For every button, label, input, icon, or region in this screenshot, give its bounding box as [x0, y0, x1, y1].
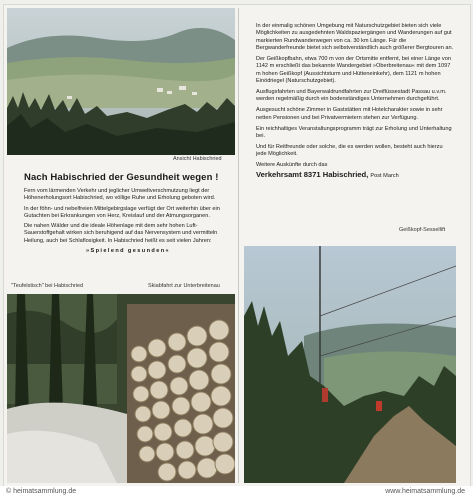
chairlift-photo: [244, 246, 456, 483]
left-headline: Nach Habischried der Gesundheit wegen !: [24, 172, 219, 183]
left-text-block: [10, 172, 232, 294]
landscape-photo-image: [7, 8, 235, 155]
left-paragraph-1: Fern vom lärmenden Verkehr und jeglicher Umweltverschmutzung liegt der Höhenerholungsort Habischried, wo völlige Ruhe und Erholung geboten wird.: [24, 188, 216, 202]
right-paragraph-4: Ausgesucht schöne Zimmer in Gaststätten mit Hotelcharakter sowie in sehr netten Pensionen und bei Privatvermietern stehen zur Verfügung.: [256, 107, 443, 121]
landscape-caption: Ansicht Habischried: [173, 156, 222, 162]
right-paragraph-5: Ein reichhaltiges Veranstaltungsprogramm trägt zur Erholung und Unterhaltung bei.: [256, 125, 452, 139]
footer-website[interactable]: www.heimatsammlung.de: [385, 488, 465, 495]
right-paragraph-2: Der Geißkopfbahn, etwa 700 m von der Ortsmitte entfernt, bei einer Länge von 1142 m erschließt das bekannte Wandergebiet »Oberbreitenau« mit dem 1097 m hohen Geißkopf (Aussichtsturm und Hütteneinkehr), dem 1121 m hohen Einödriegel (Naturschutzgebiet).: [256, 56, 451, 85]
right-text-block: [256, 23, 454, 179]
right-paragraph-3: Ausflugsfahrten und Bayerwaldrundfahrten zur Dreiflüssestadt Passau u.v.m. werden regelmäßig durch ein bodenständiges Unternehmen durchgeführt.: [256, 89, 447, 103]
tourist-office-line: [256, 170, 454, 179]
right-photo-caption: Geißkopf-Sessellift: [399, 227, 446, 233]
left-motto: »Spielend gesunden«: [85, 247, 171, 254]
mid-left-caption: "Teufelstisch" bei Habischried: [11, 283, 84, 289]
footer-copyright: © heimatsammlung.de: [6, 488, 77, 495]
tourist-office-post: Post March: [370, 173, 399, 180]
landscape-photo: [7, 8, 235, 155]
footer-bar: [0, 486, 473, 500]
logs-photo-image: [7, 294, 235, 483]
logs-photo: [7, 294, 235, 483]
chairlift-photo-image: [244, 246, 456, 483]
right-paragraph-7: Weitere Auskünfte durch das: [256, 162, 328, 168]
mid-right-caption: Skiabfahrt zur Unterbreitenau: [148, 283, 220, 289]
tourist-office-name: Verkehrsamt 8371 Habischried,: [256, 170, 369, 180]
left-paragraph-2: In der föhn- und nebelfreien Mittelgebirgslage verfügt der Ort weiterhin über ein Gutachten bei Erkrankungen von Herz, Kreislauf und der Atmungsorganen.: [24, 205, 220, 219]
right-paragraph-1: In der einmalig schönen Umgebung mit Naturschutzgebiet bieten sich viele Möglichkeiten zu ausgedehnten Waldspaziergängen und Wanderungen auf gut markierten Rundwanderwegen von ca. 30 km Länge. Für die Bergwanderfreunde bietet sich selbstverständlich auch größerer Bergtouren an.: [256, 23, 454, 52]
fold-divider: [238, 8, 239, 483]
right-paragraph-6: Und für Reitfreunde oder solche, die es werden wollen, besteht auch hierzu jede Möglichkeit.: [256, 143, 443, 158]
left-paragraph-3: Die nahen Wälder und die ideale Höhenlage mit dem sehr hohen Luft-Sauerstoffgehalt wirken sich beruhigend auf das Nervensystem und vermitteln Heilung, auch bei Schlaflosigkeit. In Habischried heißt es seit vielen Jahren:: [24, 223, 218, 244]
